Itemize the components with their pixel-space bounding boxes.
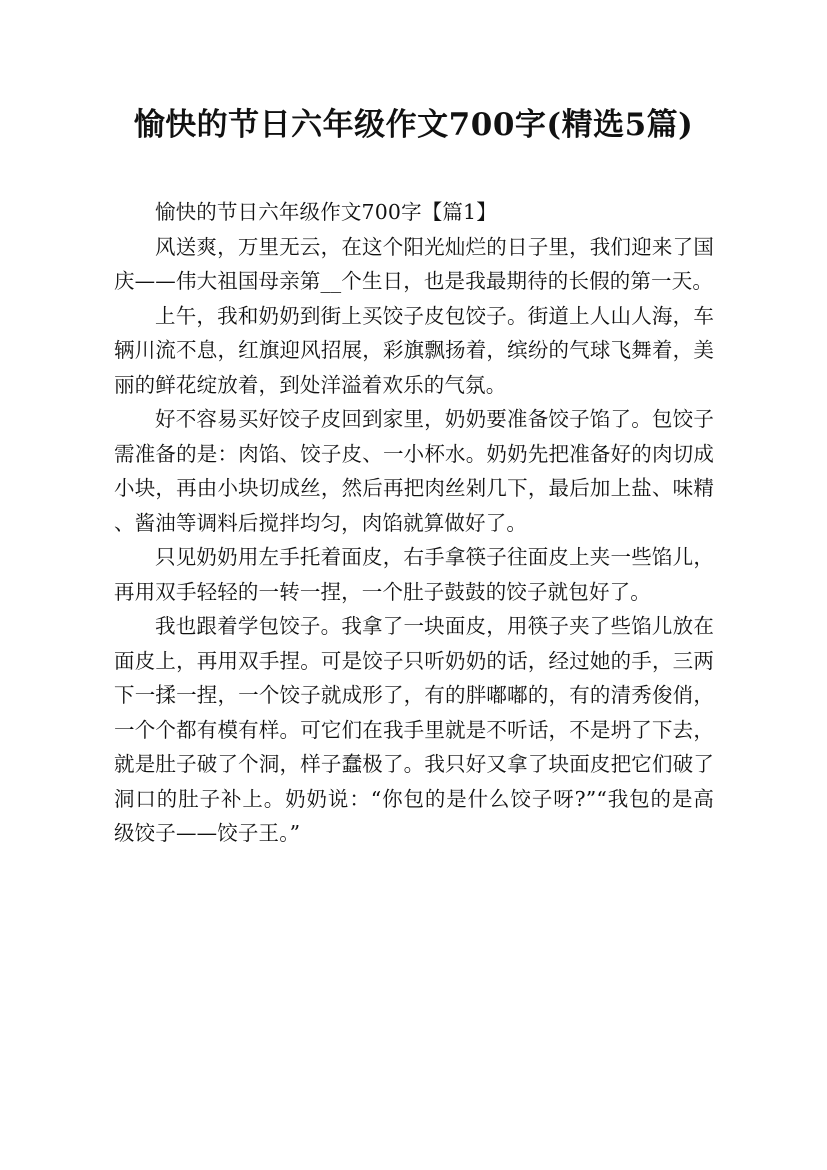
paragraph-4: 只见奶奶用左手托着面皮，右手拿筷子往面皮上夹一些馅儿，再用双手轻轻的一转一捏，一个肚子鼓鼓的饺子就包好了。 [114, 545, 714, 604]
paragraph-3: 好不容易买好饺子皮回到家里，奶奶要准备饺子馅了。包饺子需准备的是：肉馅、饺子皮、一小杯水。奶奶先把准备好的肉切成小块，再由小块切成丝，然后再把肉丝剁几下，最后加上盐、味精、酱油等调料后搅拌均匀，肉馅就算做好了。 [114, 407, 714, 535]
document-title: 愉快的节日六年级作文700字(精选5篇) [133, 107, 694, 143]
document-body [114, 195, 714, 851]
section-heading: 愉快的节日六年级作文700字【篇1】 [155, 200, 497, 224]
paragraph-5: 我也跟着学包饺子。我拿了一块面皮，用筷子夹了些馅儿放在面皮上，再用双手捏。可是饺子只听奶奶的话，经过她的手，三两下一揉一捏，一个饺子就成形了，有的胖嘟嘟的，有的清秀俊俏，一个个都有模有样。可它们在我手里就是不听话，不是坍了下去，就是肚子破了个洞，样子蠢极了。我只好又拿了块面皮把它们破了洞口的肚子补上。奶奶说：“你包的是什么饺子呀?”“我包的是高级饺子——饺子王。” [114, 614, 714, 845]
paragraph-1: 风送爽，万里无云，在这个阳光灿烂的日子里，我们迎来了国庆——伟大祖国母亲第__个生日，也是我最期待的长假的第一天。 [114, 234, 714, 293]
paragraph-2: 上午，我和奶奶到街上买饺子皮包饺子。街道上人山人海，车辆川流不息，红旗迎风招展，彩旗飘扬着，缤纷的气球飞舞着，美丽的鲜花绽放着，到处洋溢着欢乐的气氛。 [114, 303, 714, 397]
